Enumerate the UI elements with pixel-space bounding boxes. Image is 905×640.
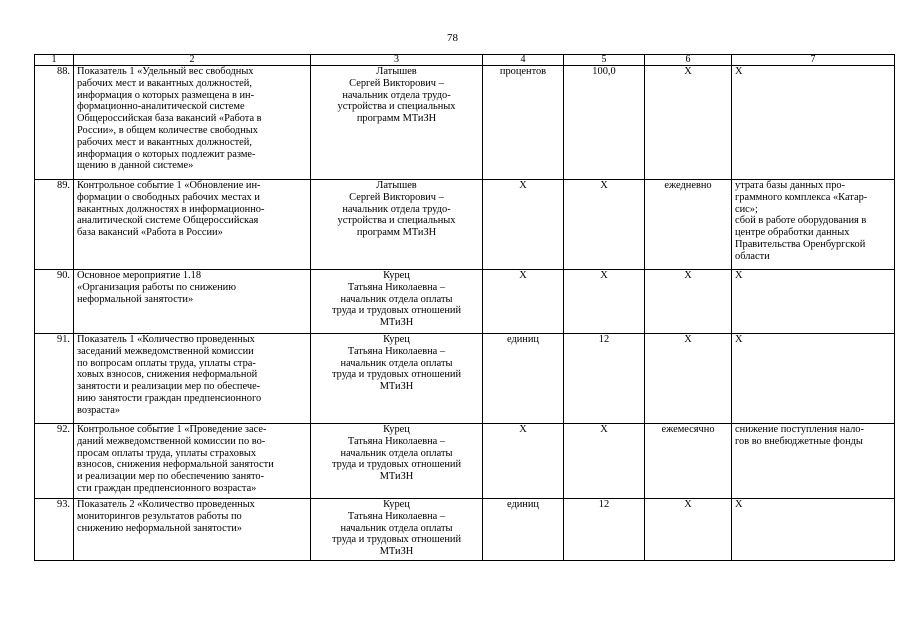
frequency-cell: Х: [645, 499, 732, 561]
description-cell: Контрольное событие 1 «Обновление ин- формации о свободных рабочих местах и вакантных должностях в информационно- аналитической системе Общероссийская база вакансий «Работа в России»: [74, 180, 311, 270]
value-cell: Х: [564, 270, 645, 334]
table-row: [35, 66, 895, 180]
frequency-cell: Х: [645, 66, 732, 180]
risks-cell: Х: [732, 270, 895, 334]
description-cell: Показатель 1 «Количество проведенных заседаний межведомственной комиссии по вопросам оплаты труда, уплаты стра- ховых взносов, снижения неформальной занятости и реализации мер по обеспече- нию занятости граждан предпенсионного возраста»: [74, 334, 311, 424]
responsible-cell: Курец Татьяна Николаевна – начальник отдела оплаты труда и трудовых отношений МТиЗН: [311, 334, 483, 424]
table-row: [35, 499, 895, 561]
responsible-cell: Курец Татьяна Николаевна – начальник отдела оплаты труда и трудовых отношений МТиЗН: [311, 424, 483, 499]
table-row: [35, 180, 895, 270]
column-number-row: [35, 55, 895, 66]
responsible-cell: Курец Татьяна Николаевна – начальник отдела оплаты труда и трудовых отношений МТиЗН: [311, 499, 483, 561]
value-cell: 12: [564, 499, 645, 561]
table-row: [35, 334, 895, 424]
row-number-cell: 90.: [35, 270, 74, 334]
frequency-cell: Х: [645, 334, 732, 424]
unit-cell: процентов: [483, 66, 564, 180]
responsible-cell: Курец Татьяна Николаевна – начальник отдела оплаты труда и трудовых отношений МТиЗН: [311, 270, 483, 334]
description-cell: Показатель 1 «Удельный вес свободных рабочих мест и вакантных должностей, информация о которых размещена в ин- формационно-аналитической системе Общероссийская база вакансий «Работа в России», в общем количестве свободных рабочих мест и вакантных должностей, информация о которых подлежит разме- щению в данной системе»: [74, 66, 311, 180]
value-cell: Х: [564, 180, 645, 270]
column-number: 1: [35, 55, 74, 66]
unit-cell: Х: [483, 424, 564, 499]
column-number: 6: [645, 55, 732, 66]
table-row: [35, 424, 895, 499]
responsible-cell: Латышев Сергей Викторович – начальник отдела трудо- устройства и специальных программ МТиЗН: [311, 66, 483, 180]
unit-cell: единиц: [483, 499, 564, 561]
risks-cell: Х: [732, 334, 895, 424]
risks-cell: Х: [732, 66, 895, 180]
risks-cell: утрата базы данных про- граммного комплекса «Катар- сис»; сбой в работе оборудования в центре обработки данных Правительства Оренбургской области: [732, 180, 895, 270]
column-number: 4: [483, 55, 564, 66]
unit-cell: Х: [483, 180, 564, 270]
row-number-cell: 89.: [35, 180, 74, 270]
description-cell: Основное мероприятие 1.18 «Организация работы по снижению неформальной занятости»: [74, 270, 311, 334]
risks-cell: Х: [732, 499, 895, 561]
responsible-cell: Латышев Сергей Викторович – начальник отдела трудо- устройства и специальных программ МТиЗН: [311, 180, 483, 270]
column-number: 5: [564, 55, 645, 66]
description-cell: Показатель 2 «Количество проведенных мониторингов результатов работы по снижению неформальной занятости»: [74, 499, 311, 561]
row-number-cell: 88.: [35, 66, 74, 180]
row-number-cell: 93.: [35, 499, 74, 561]
row-number-cell: 91.: [35, 334, 74, 424]
frequency-cell: ежедневно: [645, 180, 732, 270]
column-number: 7: [732, 55, 895, 66]
risks-cell: снижение поступления нало- гов во внебюджетные фонды: [732, 424, 895, 499]
value-cell: 100,0: [564, 66, 645, 180]
value-cell: Х: [564, 424, 645, 499]
value-cell: 12: [564, 334, 645, 424]
page-number: 78: [447, 32, 458, 44]
frequency-cell: ежемесячно: [645, 424, 732, 499]
description-cell: Контрольное событие 1 «Проведение засе- даний межведомственной комиссии по во- просам оплаты труда, уплаты страховых взносов, снижения неформальной занятости и реализации мер по обеспечению занято- сти граждан предпенсионного возраста»: [74, 424, 311, 499]
indicators-table: [34, 54, 895, 561]
column-number: 2: [74, 55, 311, 66]
table-row: [35, 270, 895, 334]
unit-cell: Х: [483, 270, 564, 334]
row-number-cell: 92.: [35, 424, 74, 499]
unit-cell: единиц: [483, 334, 564, 424]
frequency-cell: Х: [645, 270, 732, 334]
column-number: 3: [311, 55, 483, 66]
